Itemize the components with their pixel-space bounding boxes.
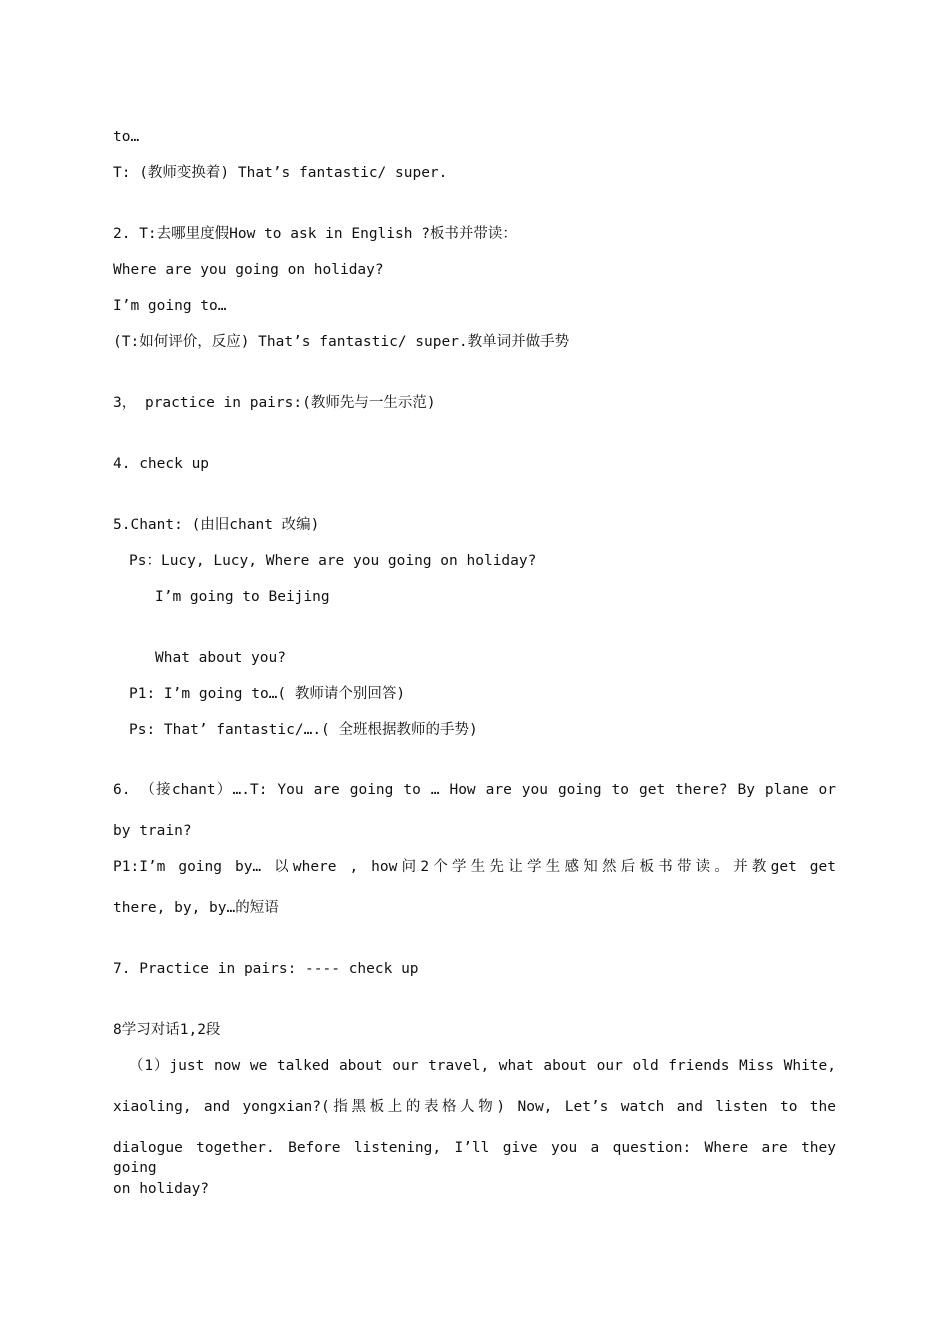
paragraph-line: （1）just now we talked about our travel, what about our old friends Miss White, <box>129 1058 836 1074</box>
paragraph-line: on holiday? <box>113 1181 210 1197</box>
text-line: to… <box>113 129 140 145</box>
text-line: there, by, by…的短语 <box>113 900 279 916</box>
chant-line: P1: I’m going to…( 教师请个别回答) <box>129 686 406 702</box>
step-4-heading: 4. check up <box>113 456 210 472</box>
step-5-heading: 5.Chant: (由旧chant 改编) <box>113 517 320 533</box>
text-line: P1:I’m going by… 以where , how问2个学生先让学生感知然后板书带读。并教get get <box>113 859 836 875</box>
chant-line: I’m going to Beijing <box>155 589 330 605</box>
paragraph-line: dialogue together. Before listening, I’ll give you a question: Where are they going <box>113 1140 836 1176</box>
text-line: I’m going to… <box>113 298 227 314</box>
text-line: by train? <box>113 823 192 839</box>
paragraph-line: xiaoling, and yongxian?(指黑板上的表格人物) Now, Let’s watch and listen to the <box>113 1099 836 1115</box>
text-line: Where are you going on holiday? <box>113 262 384 278</box>
chant-line: Ps：Lucy, Lucy, Where are you going on holiday? <box>129 553 537 569</box>
chant-line: What about you? <box>155 650 286 666</box>
step-7-heading: 7. Practice in pairs: ---- check up <box>113 961 419 977</box>
text-line: T: (教师变换着) That’s fantastic/ super. <box>113 165 448 181</box>
chant-line: Ps: That’ fantastic/….( 全班根据教师的手势) <box>129 722 478 738</box>
step-3-heading: 3， practice in pairs:(教师先与一生示范) <box>113 395 436 411</box>
text-line: (T:如何评价，反应) That’s fantastic/ super.教单词并做手势 <box>113 334 570 350</box>
step-2-heading: 2. T:去哪里度假How to ask in English ?板书并带读： <box>113 226 517 242</box>
step-6-heading: 6. （接chant）….T: You are going to … How are you going to get there? By plane or <box>113 782 836 798</box>
step-8-heading: 8学习对话1,2段 <box>113 1022 221 1038</box>
